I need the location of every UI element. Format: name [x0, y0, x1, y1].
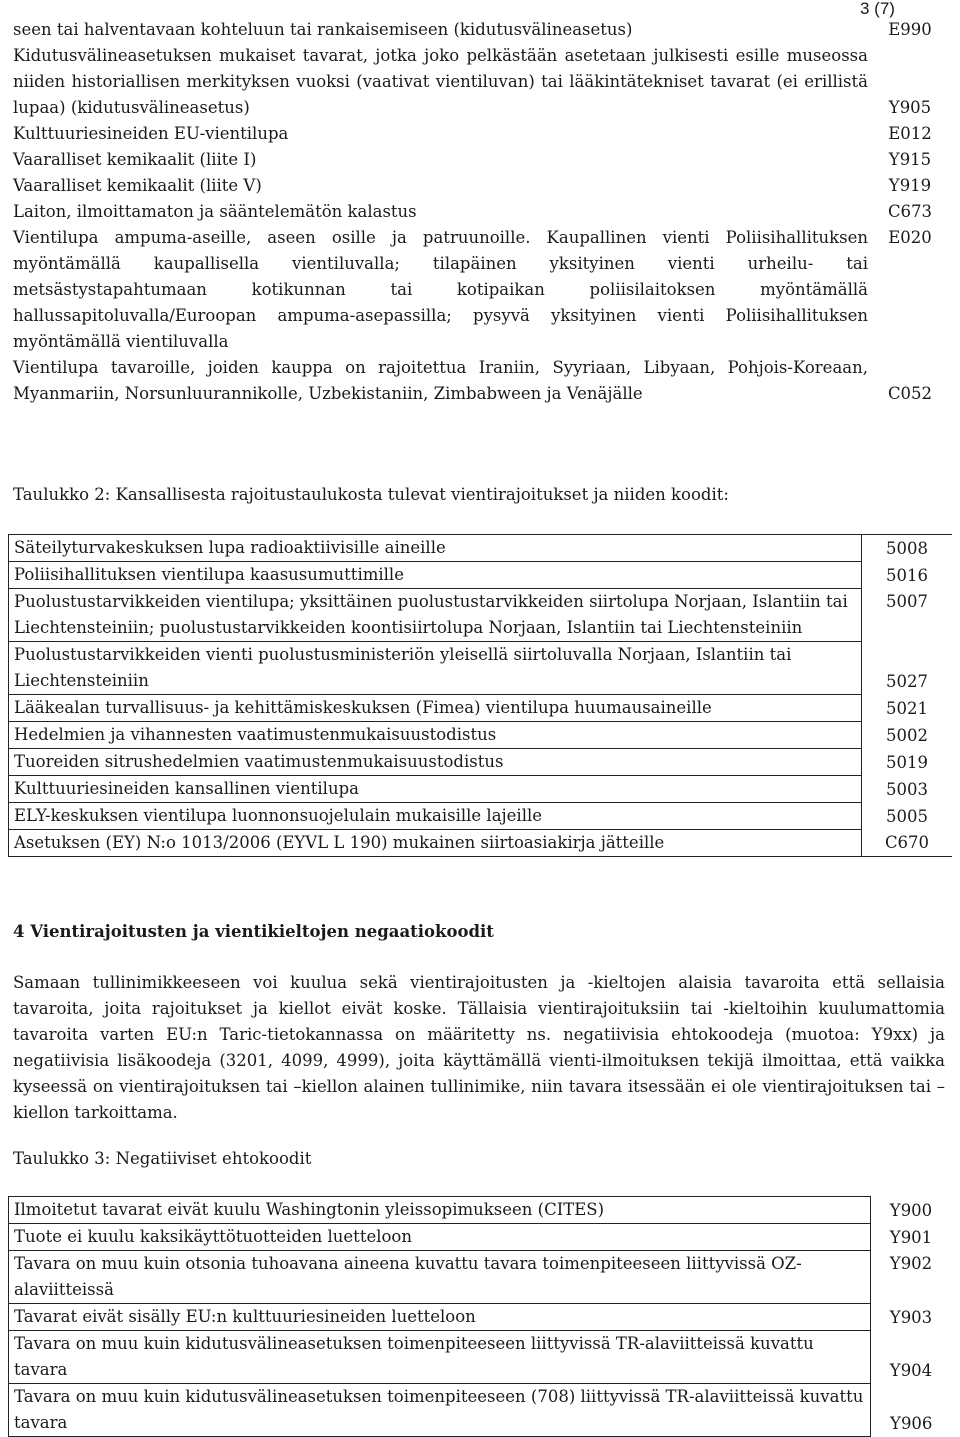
- row-description: Ilmoitetut tavarat eivät kuulu Washingtonin yleissopimukseen (CITES): [9, 1197, 871, 1224]
- table-row: [9, 1224, 952, 1251]
- table-row: [9, 1251, 952, 1304]
- row-code: E012: [888, 124, 932, 143]
- row-description: Poliisihallituksen vientilupa kaasusumuttimille: [9, 562, 862, 589]
- row-code: 5019: [862, 749, 953, 776]
- table-row: [9, 589, 953, 642]
- row-code: Y903: [889, 1307, 933, 1327]
- page-number: 3 (7): [860, 0, 895, 18]
- row-description: Laiton, ilmoittamaton ja sääntelemätön kalastus: [13, 202, 417, 221]
- row-code: 5008: [862, 535, 953, 562]
- row-description: Lääkealan turvallisuus- ja kehittämiskeskuksen (Fimea) vientilupa huumausaineille: [9, 695, 862, 722]
- row-description: Tavarat eivät sisälly EU:n kulttuuriesineiden luetteloon: [9, 1304, 871, 1331]
- row-code: 5021: [862, 695, 953, 722]
- row-code: C670: [862, 830, 953, 857]
- row-description: Tavara on muu kuin kidutusvälineasetuksen toimenpiteeseen liittyvissä TR-alaviitteissä kuvattu tavara: [9, 1331, 871, 1384]
- row-description: Vaaralliset kemikaalit (liite I): [13, 150, 257, 169]
- row-code: 5002: [862, 722, 953, 749]
- row-description: Puolustustarvikkeiden vienti puolustusministeriön yleisellä siirtoluvalla Norjaan, Islantiin tai Liechtensteiniin: [9, 642, 862, 695]
- row-description: Tuoreiden sitrushedelmien vaatimustenmukaisuustodistus: [9, 749, 862, 776]
- row-code: Y919: [888, 176, 932, 195]
- table-row: [8, 355, 952, 407]
- table-row: [9, 1384, 952, 1437]
- row-description: Asetuksen (EY) N:o 1013/2006 (EYVL L 190) mukainen siirtoasiakirja jätteille: [9, 830, 862, 857]
- row-description: Puolustustarvikkeiden vientilupa; yksittäinen puolustustarvikkeiden siirtolupa Norjaan, Islantiin tai Liechtensteiniin; puolustustarvikkeiden koontisiirtolupa Norjaan, Islantiin tai Liechtensteiniin: [9, 589, 862, 642]
- table-row: [9, 1197, 952, 1224]
- table-row: [9, 1331, 952, 1384]
- row-description: Hedelmien ja vihannesten vaatimustenmukaisuustodistus: [9, 722, 862, 749]
- row-code: E990: [888, 20, 932, 39]
- table-row: [9, 1304, 952, 1331]
- row-code: 5005: [862, 803, 953, 830]
- row-code: E020: [888, 228, 932, 247]
- row-code: 5007: [862, 589, 953, 642]
- row-code: 5016: [862, 562, 953, 589]
- table-row: [9, 695, 953, 722]
- table-row: [8, 121, 952, 147]
- table-row: [9, 830, 953, 857]
- row-description: Säteilyturvakeskuksen lupa radioaktiivisille aineille: [9, 535, 862, 562]
- row-description: Kidutusvälineasetuksen mukaiset tavarat, jotka joko pelkästään asetetaan julkisesti esille museossa niiden historiallisen merkityksen vuoksi (vaativat vientiluvan) tai lääkintätekniset tavarat (ei erillistä lupaa) (kidutusvälineasetus): [13, 46, 868, 117]
- row-description: Tavara on muu kuin kidutusvälineasetuksen toimenpiteeseen (708) liittyvissä TR-alaviitteissä kuvattu tavara: [9, 1384, 871, 1437]
- table-row: [9, 562, 953, 589]
- row-code: 5027: [862, 642, 953, 695]
- table-row: [8, 225, 952, 355]
- row-description: Kulttuuriesineiden EU-vientilupa: [13, 124, 289, 143]
- export-restrictions-table-continued: [8, 17, 952, 407]
- row-description: Tuote ei kuulu kaksikäyttötuotteiden luetteloon: [9, 1224, 871, 1251]
- negative-condition-codes-table: [8, 1196, 952, 1437]
- row-description: Vientilupa tavaroille, joiden kauppa on rajoitettua Iraniin, Syyriaan, Libyaan, Pohjois-Koreaan, Myanmariin, Norsunluurannikolle, Uzbekistaniin, Zimbabween ja Venäjälle: [13, 358, 868, 403]
- row-code: C052: [887, 384, 933, 403]
- row-code: Y905: [888, 98, 932, 117]
- table-row: [9, 535, 953, 562]
- table-row: [8, 173, 952, 199]
- table-row: [9, 776, 953, 803]
- table-3-caption: Taulukko 3: Negatiiviset ehtokoodit: [13, 1149, 312, 1168]
- row-code: Y901: [889, 1227, 933, 1247]
- table-row: [9, 642, 953, 695]
- row-code: Y915: [888, 150, 932, 169]
- row-description: ELY-keskuksen vientilupa luonnonsuojelulain mukaisille lajeille: [9, 803, 862, 830]
- table-row: [8, 17, 952, 43]
- row-code: 5003: [862, 776, 953, 803]
- table-2-caption: Taulukko 2: Kansallisesta rajoitustaulukosta tulevat vientirajoitukset ja niiden koodit:: [13, 485, 729, 504]
- table-row: [8, 43, 952, 121]
- row-code: Y904: [889, 1360, 933, 1380]
- table-row: [9, 749, 953, 776]
- table-row: [8, 147, 952, 173]
- row-description: Kulttuuriesineiden kansallinen vientilupa: [9, 776, 862, 803]
- table-row: [9, 803, 953, 830]
- section-paragraph: Samaan tullinimikkeeseen voi kuulua sekä vientirajoitusten ja -kieltojen alaisia tavaroita että sellaisia tavaroita, joita rajoitukset ja kiellot eivät koske. Tällaisia vientirajoituksiin tai -kieltoihin kuulumattomia tavaroita varten EU:n Taric-tietokannassa on määritetty ns. negatiivisia ehtokoodeja (muotoa: Y9xx) ja negatiivisia lisäkoodeja (3201, 4099, 4999), joita käyttämällä vienti-ilmoituksen tekijä ilmoittaa, että vaikka kyseessä on vientirajoituksen tai –kiellon alainen tullinimike, niin tavara itsessään ei ole vientirajoituksen tai –kiellon tarkoittama.: [13, 973, 945, 1122]
- table-row: [8, 199, 952, 225]
- row-code: Y900: [889, 1200, 933, 1220]
- row-code: Y902: [889, 1253, 933, 1273]
- row-description: Vientilupa ampuma-aseille, aseen osille ja patruunoille. Kaupallinen vienti Poliisihallituksen myöntämällä kaupallisella vientiluvalla; tilapäinen yksityinen vienti urheilu- tai metsästystapahtumaan kotikunnan tai kotipaikan poliisilaitoksen myöntämällä hallussapitoluvalla/Euroopan ampuma-asepassilla; pysyvä yksityinen vienti Poliisihallituksen myöntämällä vientiluvalla: [13, 228, 868, 351]
- table-row: [9, 722, 953, 749]
- row-code: Y906: [890, 1413, 933, 1433]
- row-description: seen tai halventavaan kohteluun tai rankaisemiseen (kidutusvälineasetus): [13, 20, 633, 39]
- row-code: C673: [887, 202, 933, 221]
- national-restrictions-table: [8, 534, 952, 857]
- row-description: Vaaralliset kemikaalit (liite V): [13, 176, 262, 195]
- section-heading: 4 Vientirajoitusten ja vientikieltojen negaatiokoodit: [13, 922, 494, 941]
- row-description: Tavara on muu kuin otsonia tuhoavana aineena kuvattu tavara toimenpiteeseen liittyvissä OZ-alaviitteissä: [9, 1251, 871, 1304]
